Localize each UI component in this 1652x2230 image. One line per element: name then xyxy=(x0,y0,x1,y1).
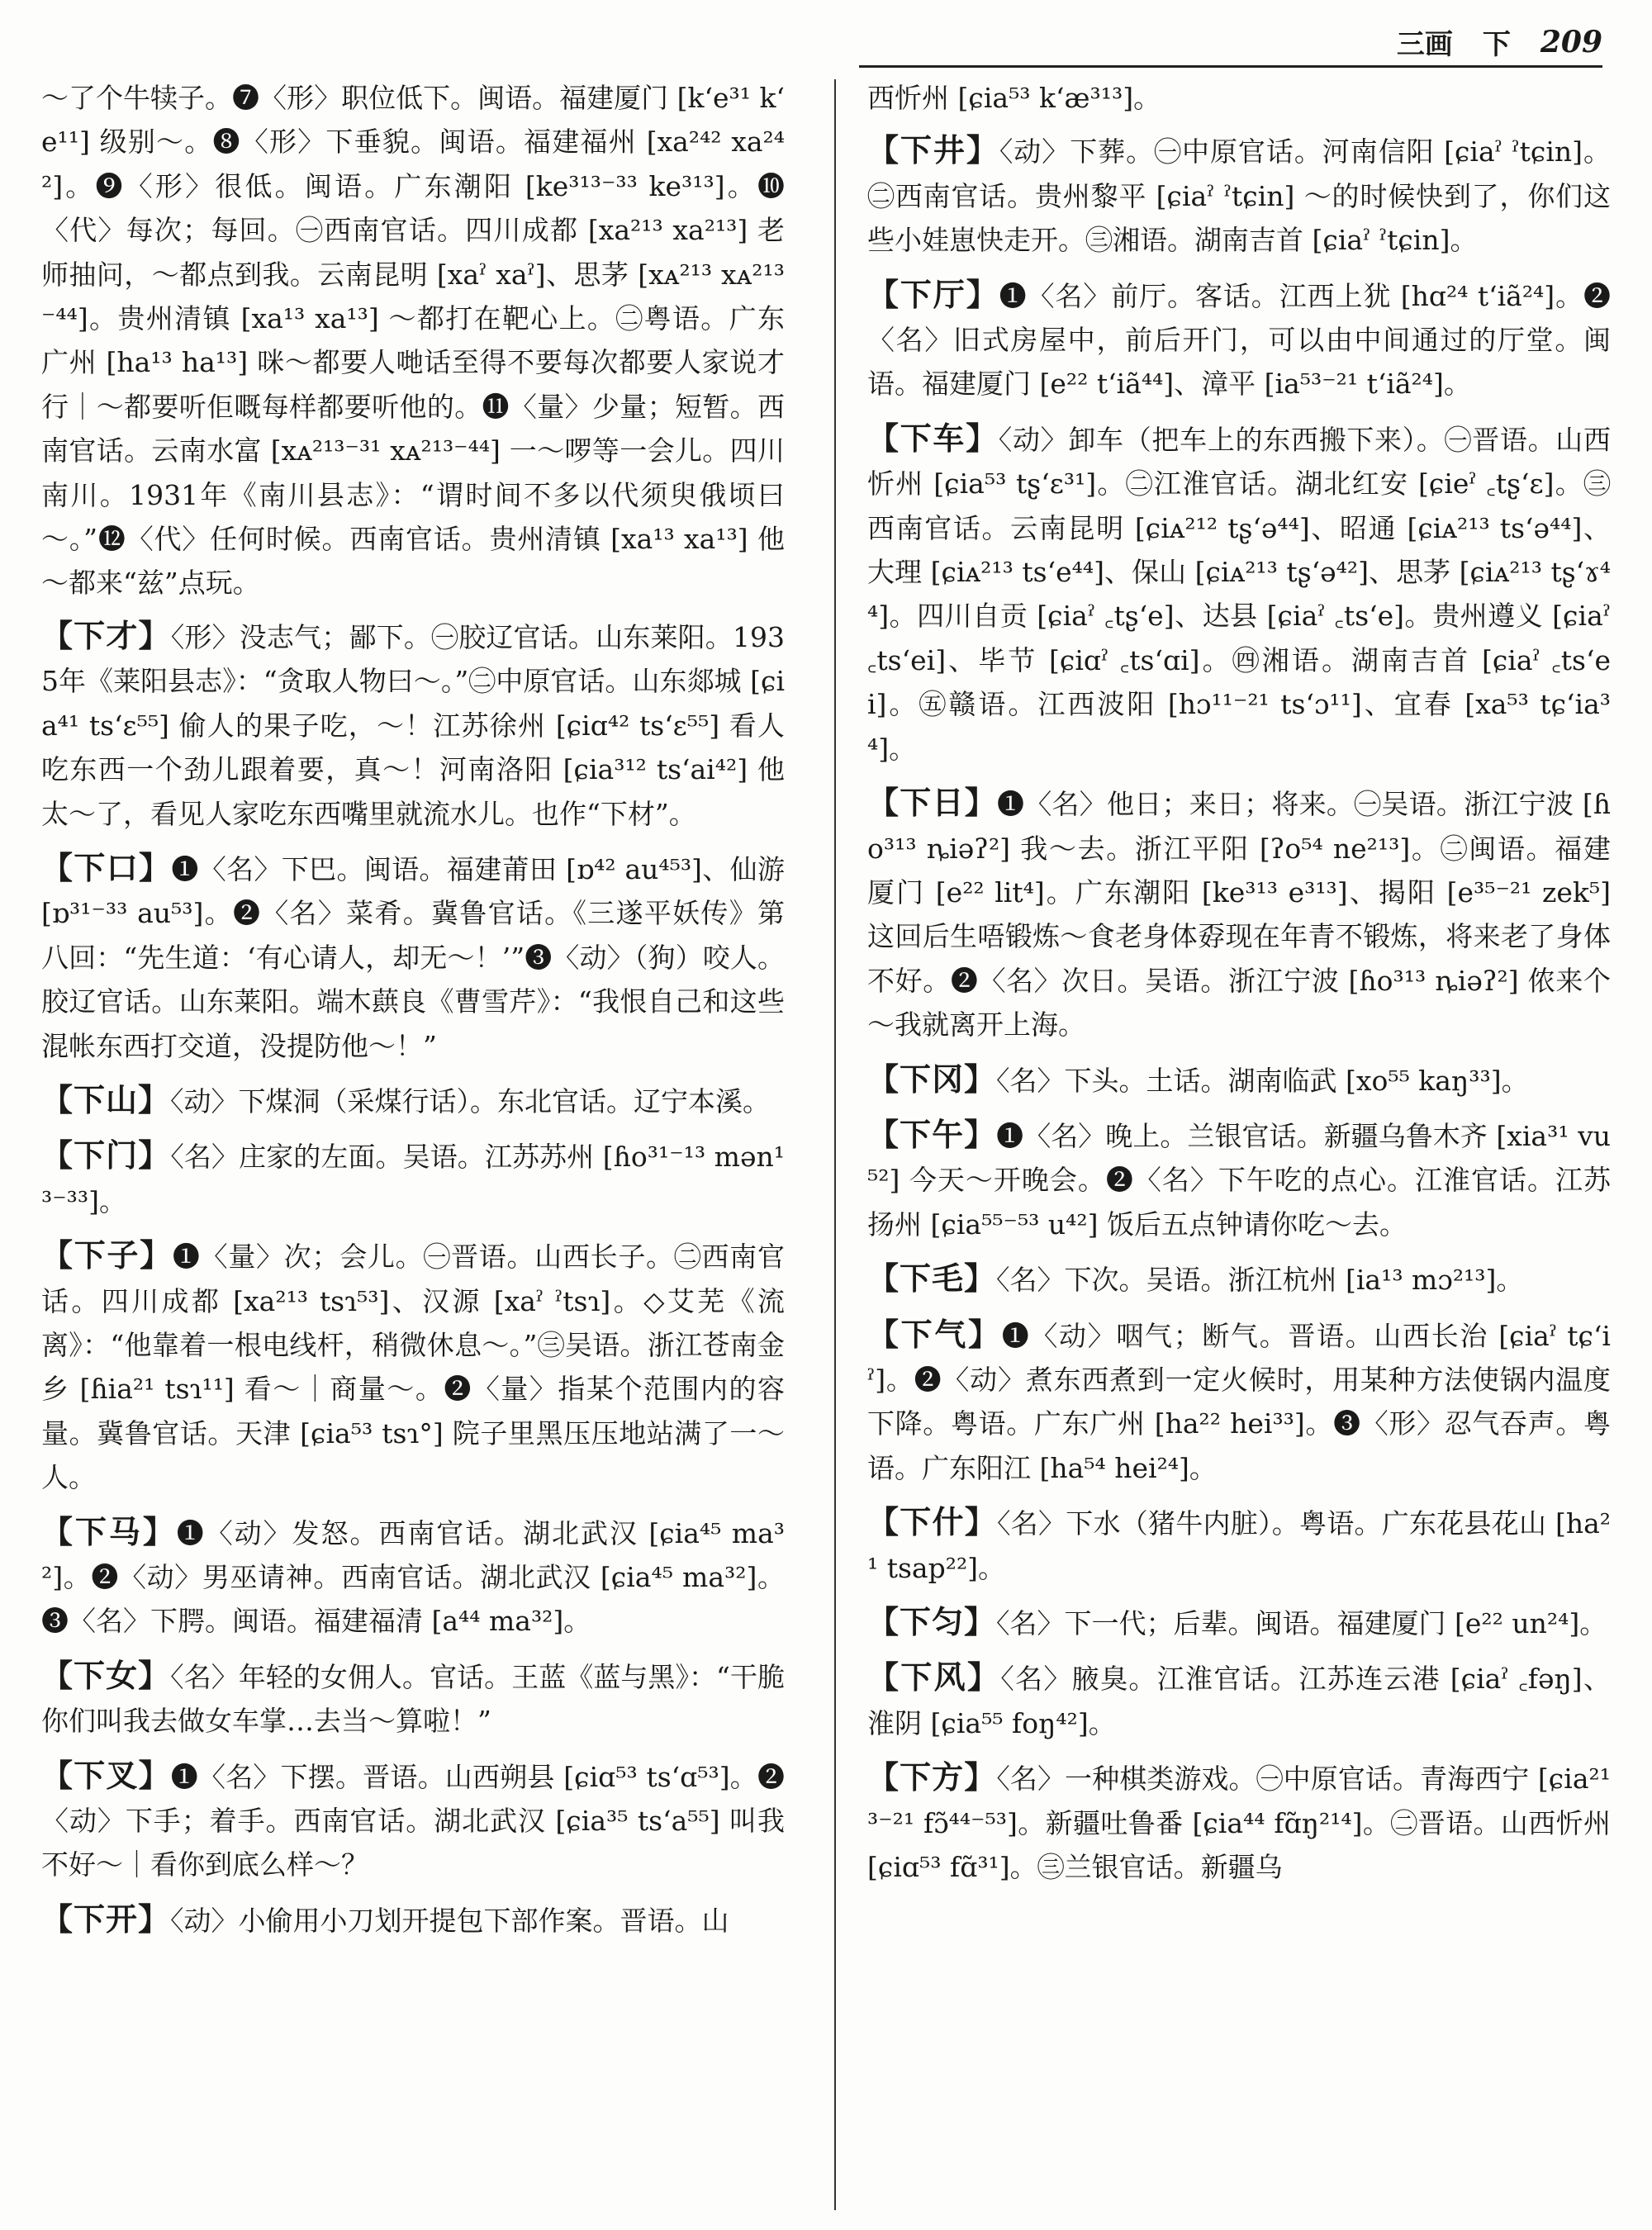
page-number: 209 xyxy=(1540,24,1602,59)
right-column xyxy=(867,76,1611,2215)
entry-headword: 【下匀】 xyxy=(867,1603,997,1640)
section-label: 三画 xyxy=(1396,28,1453,61)
entry-definition: ❶〈名〉晚上。兰银官话。新疆乌鲁木齐 [xia³¹ vu⁵²] 今天～开晚会。❷〈名〉下午吃的点心。江淮官话。江苏扬州 [ɕia⁵⁵⁻⁵³ u⁴²] 饭后五点钟请你吃～去。 xyxy=(867,1119,1611,1241)
entry-definition: ❶〈动〉咽气；断气。晋语。山西长治 [ɕiaˀ tɕʻiˀ]。❷〈动〉煮东西煮到一定火候时，用某种方法使锅内温度下降。粤语。广东广州 [ha²² hei³³]。❸〈形〉忍气吞声。粤语。广东阳江 [ha⁵⁴ hei²⁴]。 xyxy=(867,1319,1611,1484)
entry-definition: 〈形〉没志气；鄙下。㊀胶辽官话。山东莱阳。1935年《莱阳县志》：“贪取人物曰～。”㊁中原官话。山东郯城 [ɕia⁴¹ tsʻɛ⁵⁵] 偷人的果子吃，～！江苏徐州 [ɕiɑ⁴² tsʻɛ⁵⁵] 看人吃东西一个劲儿跟着要，真～！河南洛阳 [ɕia³¹² tsʻai⁴²] 他太～了，看见人家吃东西嘴里就流水儿。也作“下材”。 xyxy=(41,620,785,830)
entry-definition: 〈动〉下煤洞（采煤行话）。东北官话。辽宁本溪。 xyxy=(170,1084,771,1117)
entry-definition: ❶〈名〉前厅。客话。江西上犹 [hɑ²⁴ tʻiã²⁴]。❷〈名〉旧式房屋中，前后开门，可以由中间通过的厅堂。闽语。福建厦门 [e²² tʻiã⁴⁴]、漳平 [ia⁵³⁻²¹ tʻiã²⁴]。 xyxy=(867,279,1611,401)
entry-definition: ❶〈名〉他日；来日；将来。㊀吴语。浙江宁波 [ɦo³¹³ ȵiəʔ²] 我～去。浙江平阳 [ʔo⁵⁴ ne²¹³]。㊁闽语。福建厦门 [e²² lit⁴]。广东潮阳 [ke³¹³ e³¹³]、揭阳 [e³⁵⁻²¹ zek⁵] 这回后生唔锻炼～食老身体孬现在年青不锻炼，将来老了身体不好。❷〈名〉次日。吴语。浙江宁波 [ɦo³¹³ ȵiəʔ²] 侬来个～我就离开上海。 xyxy=(867,788,1611,1041)
entry-headword: 【下什】 xyxy=(867,1503,997,1541)
entry-definition: 〈名〉年轻的女佣人。官话。王蓝《蓝与黑》：“干脆你们叫我去做女车掌…去当～算啦！” xyxy=(41,1660,785,1738)
dictionary-entry xyxy=(867,416,1611,771)
entry-definition: 〈动〉卸车（把车上的东西搬下来）。㊀晋语。山西忻州 [ɕia⁵³ tʂʻɛ³¹]。㊁江淮官话。湖北红安 [ɕieˀ ꜀tʂʻɛ]。㊂西南官话。云南昆明 [ɕiᴀ²¹² tʂʻə⁴⁴]、昭通 [ɕiᴀ²¹³ tsʻə⁴⁴]、大理 [ɕiᴀ²¹³ tsʻe⁴⁴]、保山 [ɕiᴀ²¹³ tʂʻə⁴²]、思茅 [ɕiᴀ²¹³ tʂʻɤ⁴⁴]。四川自贡 [ɕiaˀ ꜀tʂʻe]、达县 [ɕiaˀ ꜀tsʻe]。贵州遵义 [ɕiaˀ ꜀tsʻei]、毕节 [ɕiɑˀ ꜀tsʻɑi]。㊃湘语。湖南吉首 [ɕiaˀ ꜀tsʻei]。㊄赣语。江西波阳 [hɔ¹¹⁻²¹ tsʻɔ¹¹]、宜春 [xa⁵³ tɕʻia³⁴]。 xyxy=(867,423,1611,765)
entry-headword: 【下井】 xyxy=(867,131,999,169)
entry-definition: ❶〈动〉发怒。西南官话。湖北武汉 [ɕia⁴⁵ ma³²]。❷〈动〉男巫请神。西南官话。湖北武汉 [ɕia⁴⁵ ma³²]。❸〈名〉下腭。闽语。福建福清 [a⁴⁴ ma³²]。 xyxy=(41,1516,785,1638)
dictionary-entry xyxy=(41,1078,785,1123)
dictionary-entry xyxy=(867,1655,1611,1745)
entry-headword: 【下马】 xyxy=(41,1512,177,1550)
entry-headword: 【下厅】 xyxy=(867,275,999,313)
entry-headword: 【下方】 xyxy=(867,1758,997,1796)
entry-definition: 〈名〉下一代；后辈。闽语。福建厦门 [e²² un²⁴]。 xyxy=(996,1607,1607,1639)
dictionary-entry xyxy=(41,1753,785,1887)
entry-headword: 【下午】 xyxy=(867,1115,997,1153)
entry-headword: 【下女】 xyxy=(41,1656,171,1694)
entry-headword: 【下门】 xyxy=(41,1136,171,1174)
dictionary-entry xyxy=(867,128,1611,262)
entry-headword: 【下子】 xyxy=(41,1236,173,1274)
dictionary-entry xyxy=(41,1510,785,1644)
entry-definition: 〈动〉小偷用小刀划开提包下部作案。晋语。山 xyxy=(170,1904,729,1937)
index-character: 下 xyxy=(1482,28,1511,61)
entry-definition: 〈动〉下葬。㊀中原官话。河南信阳 [ɕiaˀ ˀtɕin]。㊁西南官话。贵州黎平 [ɕiaˀ ˀtɕin] ～的时候快到了，你们这些小娃崽快走开。㊂湘语。湖南吉首 [ɕiaˀ ˀtɕin]。 xyxy=(867,135,1611,257)
entry-definition: ❶〈名〉下巴。闽语。福建莆田 [ɒ⁴² au⁴⁵³]、仙游 [ɒ³¹⁻³³ au⁵³]。❷〈名〉菜肴。冀鲁官话。《三遂平妖传》第八回：“先生道：‘有心请人，却无～！’”❸〈动〉（狗）咬人。胶辽官话。山东莱阳。端木蕻良《曹雪芹》：“我恨自己和这些混帐东西打交道，没提防他～！” xyxy=(41,852,785,1062)
dictionary-entry xyxy=(41,1897,785,1943)
entry-headword: 【下叉】 xyxy=(41,1756,171,1794)
continued-entry-text: ～了个牛犊子。❼〈形〉职位低下。闽语。福建厦门 [kʻe³¹ kʻe¹¹] 级别～。❽〈形〉下垂貌。闽语。福建福州 [xa²⁴² xa²⁴²]。❾〈形〉很低。闽语。广东潮阳 [ke³¹³⁻³³ ke³¹³]。❿〈代〉每次；每回。㊀西南官话。四川成都 [xa²¹³ xa²¹³] 老师抽问，～都点到我。云南昆明 [xaˀ xaˀ]、思茅 [xᴀ²¹³ xᴀ²¹³⁻⁴⁴]。贵州清镇 [xa¹³ xa¹³] ～都打在靶心上。㊁粤语。广东广州 [ha¹³ ha¹³] 咪～都要人哋话至得不要每次都要人家说才行｜～都要听佢嘅每样都要听他的。⓫〈量〉少量；短暂。西南官话。云南水富 [xᴀ²¹³⁻³¹ xᴀ²¹³⁻⁴⁴] 一～啰等一会儿。四川南川。1931年《南川县志》：“谓时间不多以代须臾俄顷曰～。”⓬〈代〉任何时候。西南官话。贵州清镇 [xa¹³ xa¹³] 他～都来“兹”点玩。 xyxy=(41,82,785,600)
left-column xyxy=(41,76,785,2215)
dictionary-entry xyxy=(867,1500,1611,1590)
entry-headword: 【下日】 xyxy=(867,784,997,822)
dictionary-entry xyxy=(41,614,785,836)
dictionary-entry xyxy=(867,1312,1611,1491)
entry-headword: 【下开】 xyxy=(41,1900,171,1938)
entry-definition: 〈名〉庄家的左面。吴语。江苏苏州 [ɦo³¹⁻¹³ mən¹³⁻³³]。 xyxy=(41,1141,785,1217)
entry-headword: 【下毛】 xyxy=(867,1260,997,1298)
dictionary-entry xyxy=(867,273,1611,406)
column-divider xyxy=(834,79,836,2210)
entry-headword: 【下冈】 xyxy=(867,1060,997,1098)
dictionary-entry xyxy=(41,1233,785,1499)
dictionary-entry xyxy=(867,1600,1611,1645)
entry-headword: 【下车】 xyxy=(867,419,999,457)
dictionary-entry xyxy=(867,1256,1611,1302)
continued-entry-text: 西忻州 [ɕia⁵³ kʻæ³¹³]。 xyxy=(867,82,1161,114)
dictionary-entry xyxy=(867,1057,1611,1103)
dictionary-entry xyxy=(41,846,785,1068)
dictionary-entry xyxy=(867,1755,1611,1889)
dictionary-entry xyxy=(867,1113,1611,1246)
entry-definition: 〈名〉下水（猪牛内脏）。粤语。广东花县花山 [ha²¹ tsap²²]。 xyxy=(867,1507,1611,1584)
entry-definition: 〈名〉下头。土话。湖南临武 [xo⁵⁵ kaŋ³³]。 xyxy=(996,1064,1529,1097)
entry-headword: 【下气】 xyxy=(867,1315,1002,1353)
dictionary-entry xyxy=(867,780,1611,1046)
entry-headword: 【下口】 xyxy=(41,848,172,886)
entry-definition: 〈名〉下次。吴语。浙江杭州 [ia¹³ mɔ²¹³]。 xyxy=(996,1264,1524,1297)
entry-definition: ❶〈量〉次；会儿。㊀晋语。山西长子。㊁西南官话。四川成都 [xa²¹³ tsɿ⁵³]、汉源 [xaˀ ˀtsɿ]。◇艾芜《流离》：“他靠着一根电线杆，稍微休息～。”㊂吴语。浙江苍南金乡 [ɦia²¹ tsɿ¹¹] 看～｜商量～。❷〈量〉指某个范围内的容量。冀鲁官话。天津 [ɕia⁵³ tsɿ°] 院子里黑压压地站满了一～人。 xyxy=(41,1241,785,1494)
entry-definition: 〈名〉一种棋类游戏。㊀中原官话。青海西宁 [ɕia²¹³⁻²¹ fɔ̃⁴⁴⁻⁵³]。新疆吐鲁番 [ɕia⁴⁴ fɑ̃ŋ²¹⁴]。㊁晋语。山西忻州 [ɕiɑ⁵³ fɑ̃³¹]。㊂兰银官话。新疆乌 xyxy=(867,1763,1611,1884)
entry-headword: 【下风】 xyxy=(867,1658,1001,1696)
entry-headword: 【下才】 xyxy=(41,616,171,654)
entry-definition: ❶〈名〉下摆。晋语。山西朔县 [ɕiɑ⁵³ tsʻɑ⁵³]。❷〈动〉下手；着手。西南官话。湖北武汉 [ɕia³⁵ tsʻa⁵⁵] 叫我不好～｜看你到底么样～？ xyxy=(41,1760,785,1881)
page-header xyxy=(859,18,1602,68)
dictionary-entry xyxy=(41,1133,785,1223)
entry-headword: 【下山】 xyxy=(41,1080,171,1118)
entry-definition: 〈名〉腋臭。江淮官话。江苏连云港 [ɕiaˀ ꜀fəŋ]、淮阴 [ɕia⁵⁵ foŋ⁴²]。 xyxy=(867,1663,1611,1739)
dictionary-entry xyxy=(41,1654,785,1744)
